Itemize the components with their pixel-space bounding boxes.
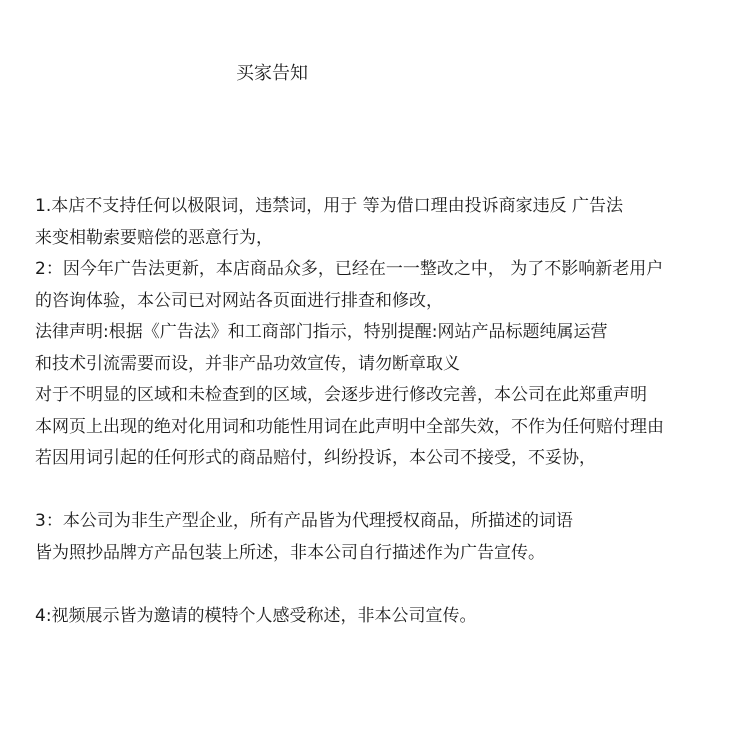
paragraph-line: 的咨询体验，本公司已对网站各页面进行排查和修改， [35, 290, 443, 311]
paragraph-4 [35, 601, 747, 633]
paragraph-line: 皆为照抄品牌方产品包装上所述，非本公司自行描述作为广告宣传。 [35, 542, 545, 563]
paragraph-gap [35, 475, 747, 507]
paragraph-line: 和技术引流需要而设，并非产品功效宣传，请勿断章取义 [35, 353, 460, 374]
paragraph-line: 1.本店不支持任何以极限词，违禁词，用于 等为借口理由投诉商家违反 广告法 [35, 196, 624, 216]
paragraph-3 [35, 506, 747, 569]
notice-body [35, 191, 747, 632]
paragraph-line: 本网页上出现的绝对化用词和功能性用词在此声明中全部失效，不作为任何赔付理由 [35, 416, 664, 437]
paragraph-line: 法律声明:根据《广告法》和工商部门指示，特别提醒:网站产品标题纯属运营 [35, 322, 608, 342]
paragraph-line: 3：本公司为非生产型企业，所有产品皆为代理授权商品，所描述的词语 [35, 511, 573, 531]
paragraph-line: 来变相勒索要赔偿的恶意行为， [35, 227, 273, 248]
paragraph-line: 2：因今年广告法更新，本店商品众多，已经在一一整改之中， 为了不影响新老用户 [35, 259, 664, 279]
paragraph-line: 4:视频展示皆为邀请的模特个人感受称述，非本公司宣传。 [35, 605, 477, 626]
paragraph-1 [35, 191, 747, 254]
paragraph-gap [35, 569, 747, 601]
paragraph-line: 若因用词引起的任何形式的商品赔付，纠纷投诉，本公司不接受，不妥协， [35, 448, 596, 468]
paragraph-2 [35, 254, 747, 475]
page-title: 买家告知 [236, 63, 308, 84]
paragraph-line: 对于不明显的区域和未检查到的区域，会逐步进行修改完善，本公司在此郑重声明 [35, 385, 647, 405]
